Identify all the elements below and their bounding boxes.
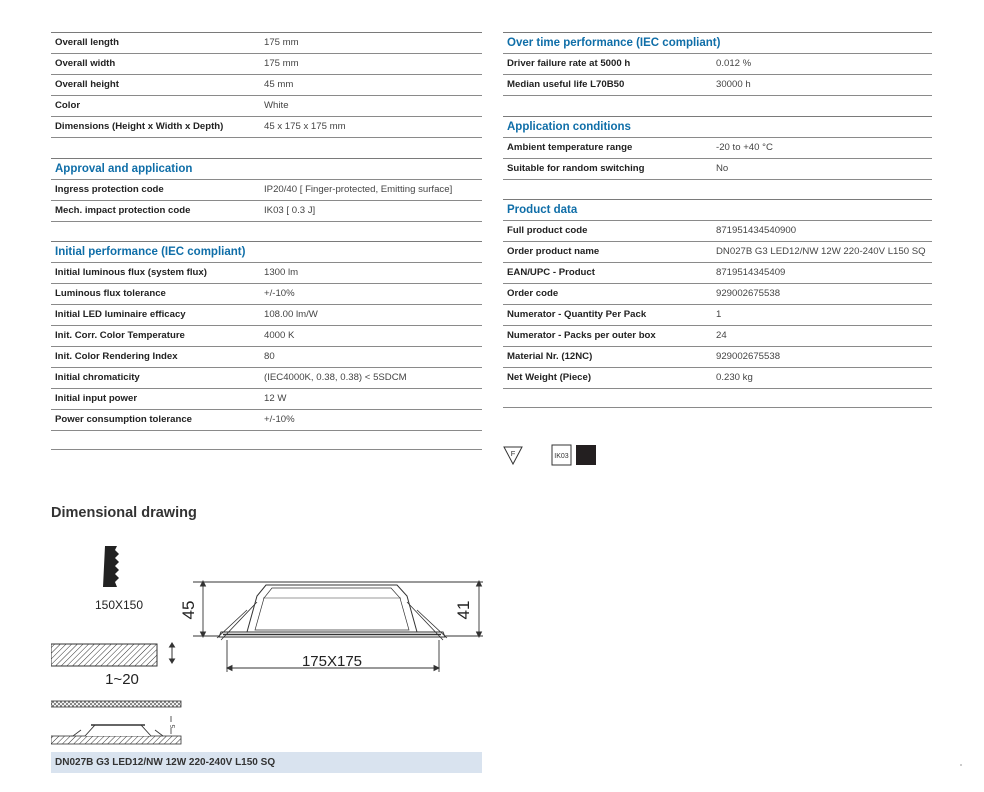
spec-label: Luminous flux tolerance	[55, 288, 166, 299]
spec-value: (IEC4000K, 0.38, 0.38) < 5SDCM	[264, 372, 407, 383]
section-title: Initial performance (IEC compliant)	[55, 246, 246, 258]
spec-value: 929002675538	[716, 351, 781, 362]
left-section	[51, 241, 482, 450]
spec-value: -20 to +40 °C	[716, 141, 773, 153]
ik-rating-icon	[552, 445, 596, 465]
spec-label: Initial chromaticity	[55, 372, 140, 383]
spec-label: Overall length	[55, 37, 119, 48]
spec-row	[51, 179, 482, 200]
dimensional-drawing-title: Dimensional drawing	[51, 505, 197, 521]
spec-value: White	[264, 100, 289, 111]
page-mark	[960, 764, 962, 766]
ceiling-section	[51, 644, 157, 666]
spec-value: 80	[264, 351, 275, 362]
spec-value: 0.012 %	[716, 58, 752, 69]
spec-label: Overall height	[55, 79, 119, 90]
right-section	[503, 116, 932, 200]
spec-value: IP20/40 [ Finger-protected, Emitting surface]	[264, 183, 453, 195]
spec-value: 45 mm	[264, 79, 294, 90]
spec-label: Order product name	[507, 246, 600, 257]
section-title: Product data	[507, 204, 578, 216]
spec-row	[503, 137, 932, 158]
spec-value: 24	[716, 330, 727, 341]
spec-row	[503, 283, 932, 304]
row-spacer	[503, 95, 932, 116]
row-spacer	[503, 388, 932, 408]
spec-row	[503, 367, 932, 388]
spec-value: 30000 h	[716, 79, 751, 90]
spec-row	[51, 32, 482, 53]
spec-row	[51, 116, 482, 137]
spec-label: Driver failure rate at 5000 h	[507, 58, 631, 69]
spec-row	[503, 325, 932, 346]
certification-icons	[503, 443, 623, 467]
spec-value: 929002675538	[716, 288, 781, 299]
spec-value: IK03 [ 0.3 J]	[264, 204, 316, 216]
spec-label: Median useful life L70B50	[507, 79, 625, 90]
spec-label: Numerator - Packs per outer box	[507, 330, 656, 341]
svg-text:5: 5	[171, 724, 177, 728]
spec-row	[51, 388, 482, 409]
spec-label: Suitable for random switching	[507, 162, 645, 174]
spec-row	[51, 409, 482, 430]
section-title: Approval and application	[55, 162, 193, 175]
spec-row	[503, 74, 932, 95]
spec-row	[503, 304, 932, 325]
svg-text:F: F	[510, 449, 516, 458]
spec-row	[51, 304, 482, 325]
spec-value: No	[716, 162, 729, 174]
spec-row	[503, 158, 932, 179]
spec-row	[51, 325, 482, 346]
spec-row	[503, 220, 932, 241]
spec-label: Order code	[507, 288, 559, 299]
spec-value: 1	[716, 309, 722, 320]
spec-value: 871951434540900	[716, 225, 797, 236]
cutout-size-label: 150X150	[94, 598, 144, 612]
spec-row	[51, 262, 482, 283]
spec-value: 4000 K	[264, 330, 295, 341]
spec-label: Numerator - Quantity Per Pack	[507, 309, 647, 320]
spec-label: Init. Color Rendering Index	[55, 351, 178, 362]
spec-row	[51, 74, 482, 95]
spec-row	[51, 53, 482, 74]
spec-label: Ingress protection code	[55, 183, 164, 195]
spec-label: Overall width	[55, 58, 116, 69]
spec-row	[503, 53, 932, 74]
spec-row	[503, 346, 932, 367]
saw-cutout-icon	[103, 546, 119, 587]
spec-value: 45 x 175 x 175 mm	[264, 121, 346, 132]
spec-row	[503, 262, 932, 283]
spec-label: Mech. impact protection code	[55, 204, 191, 216]
overall-height-label: 45	[179, 600, 198, 620]
left-section	[51, 32, 482, 158]
spec-value: 1300 lm	[264, 267, 299, 278]
row-spacer	[51, 430, 482, 450]
spec-label: EAN/UPC - Product	[507, 267, 595, 278]
spec-label: Net Weight (Piece)	[507, 372, 592, 383]
row-spacer	[51, 221, 482, 242]
spec-row	[51, 367, 482, 388]
spec-row	[51, 283, 482, 304]
spec-label: Dimensions (Height x Width x Depth)	[55, 121, 224, 132]
spec-label: Full product code	[507, 225, 588, 236]
spec-value: +/-10%	[264, 288, 295, 299]
spec-value: +/-10%	[264, 414, 295, 425]
right-spec-column	[503, 32, 932, 408]
overall-width-label: 175X175	[301, 653, 363, 670]
spec-label: Power consumption tolerance	[55, 414, 193, 425]
dimensional-drawing	[51, 540, 491, 752]
product-caption: DN027B G3 LED12/NW 12W 220-240V L150 SQ	[51, 752, 482, 773]
row-spacer	[51, 137, 482, 158]
spec-label: Initial input power	[55, 393, 138, 404]
spec-value: DN027B G3 LED12/NW 12W 220-240V L150 SQ	[716, 246, 926, 257]
spec-value: 0.230 kg	[716, 372, 753, 383]
right-section	[503, 199, 932, 408]
spec-row	[503, 241, 932, 262]
spec-label: Initial LED luminaire efficacy	[55, 309, 186, 320]
spec-row	[51, 200, 482, 221]
left-section	[51, 158, 482, 242]
luminaire-profile	[193, 582, 483, 640]
svg-text:IK03: IK03	[554, 453, 569, 460]
ceiling-thickness-label: 1~20	[105, 671, 139, 688]
spec-label: Init. Corr. Color Temperature	[55, 330, 185, 341]
spec-row	[51, 346, 482, 367]
spec-label: Color	[55, 100, 81, 111]
spec-value: 12 W	[264, 393, 287, 404]
left-spec-column	[51, 32, 482, 450]
spec-value: 8719514345409	[716, 267, 786, 278]
spec-row	[51, 95, 482, 116]
spec-label: Initial luminous flux (system flux)	[55, 267, 207, 278]
spec-value: 175 mm	[264, 37, 299, 48]
spec-value: 175 mm	[264, 58, 299, 69]
right-section	[503, 32, 932, 116]
spec-label: Material Nr. (12NC)	[507, 351, 593, 362]
spec-label: Ambient temperature range	[507, 141, 633, 153]
spec-value: 108.00 lm/W	[264, 309, 318, 320]
section-title: Application conditions	[507, 120, 631, 133]
inner-height-label: 41	[454, 600, 473, 620]
f-mark-icon	[504, 447, 522, 464]
section-title: Over time performance (IEC compliant)	[507, 37, 721, 49]
row-spacer	[503, 179, 932, 200]
